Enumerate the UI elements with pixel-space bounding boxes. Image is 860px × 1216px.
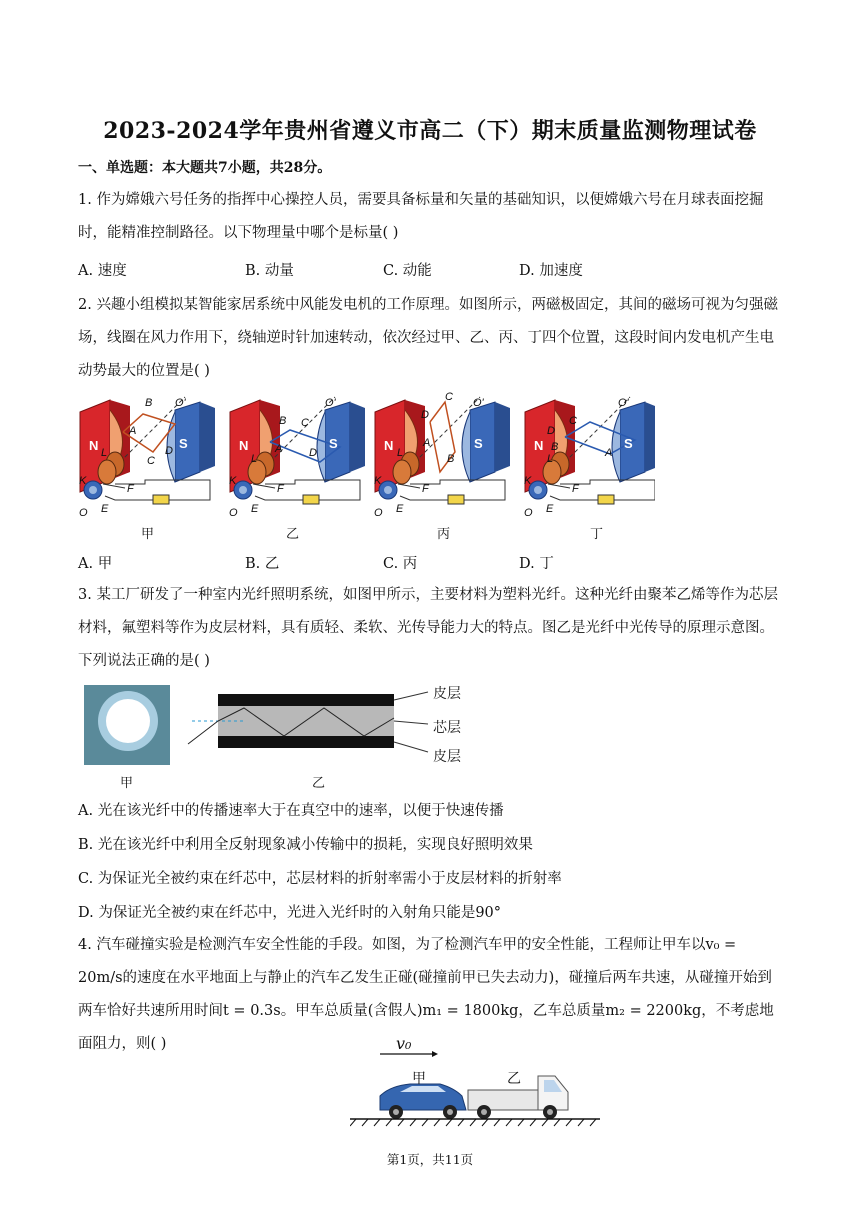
question-3-text: 3. 某工厂研发了一种室内光纤照明系统，如图甲所示，主要材料为塑料光纤。这种光纤由聚苯乙烯等作为芯层材料，氟塑料等作为皮层材料，具有质轻、柔软、光传导能力大的特点。图乙是光纤中光传导的原理示意图。下列说法正确的是( ) <box>78 587 778 669</box>
label-e-4: E <box>546 503 554 515</box>
label-l-1: L <box>101 447 108 459</box>
pole-s-4: S <box>624 436 633 451</box>
label-k-3: K <box>374 475 382 487</box>
label-o-4: O <box>524 507 533 519</box>
q2-option-a: A. 甲 <box>78 556 113 572</box>
label-core: 芯层 <box>433 720 461 736</box>
label-d-3: D <box>421 409 429 421</box>
label-o2-4: O' <box>618 397 629 409</box>
label-o2-1: O' <box>175 397 186 409</box>
fiber-caption-yi: 乙 <box>312 776 326 791</box>
question-2-text: 2. 兴趣小组模拟某智能家居系统中风能发电机的工作原理。如图所示，两磁极固定，其间的磁场可视为匀强磁场，线圈在风力作用下，绕轴逆时针加速转动，依次经过甲、乙、丙、丁四个位置，这段时间内发电机产生电动势最大的位置是( ) <box>78 297 778 379</box>
label-l-4: L <box>547 453 554 465</box>
label-e-2: E <box>251 503 259 515</box>
label-o2-3: O' <box>473 397 484 409</box>
q1-option-b: B. 动量 <box>245 263 294 279</box>
label-car-jia: 甲 <box>412 1071 426 1087</box>
q3-option-b: B. 光在该光纤中利用全反射现象减小传输中的损耗，实现良好照明效果 <box>78 837 533 853</box>
label-d-4: D <box>547 425 555 437</box>
caption-ding: 丁 <box>590 527 604 542</box>
label-e-1: E <box>101 503 109 515</box>
label-b-4: B <box>551 441 559 453</box>
label-k-4: K <box>524 475 532 487</box>
label-a-2: A <box>275 443 283 455</box>
label-l-2: L <box>251 453 258 465</box>
label-f-2: F <box>277 483 284 495</box>
label-cladding-bottom: 皮层 <box>433 749 461 765</box>
label-k-1: K <box>79 475 87 487</box>
label-d-1: D <box>165 445 173 457</box>
label-o-2: O <box>229 507 238 519</box>
caption-jia: 甲 <box>141 527 155 542</box>
label-b-1: B <box>145 397 153 409</box>
q2-option-c: C. 丙 <box>383 556 418 572</box>
q3-option-c: C. 为保证光全被约束在纤芯中，芯层材料的折射率需小于皮层材料的折射率 <box>78 871 562 887</box>
caption-yi: 乙 <box>286 527 300 542</box>
pole-s-1: S <box>179 436 188 451</box>
q3-option-d: D. 为保证光全被约束在纤芯中，光进入光纤时的入射角只能是90° <box>78 905 502 921</box>
pole-n-3: N <box>384 438 394 453</box>
label-a-1: A <box>129 425 137 437</box>
label-o-1: O <box>79 507 88 519</box>
label-f-1: F <box>127 483 134 495</box>
generator-ding <box>525 397 655 504</box>
fiber-photo <box>84 685 170 765</box>
question-1-text: 1. 作为嫦娥六号任务的指挥中心操控人员，需要具备标量和矢量的基础知识，以便嫦娥六号在月球表面挖掘时，能精准控制路径。以下物理量中哪个是标量( ) <box>78 192 764 241</box>
label-f-3: F <box>422 483 429 495</box>
generator-yi <box>230 397 365 504</box>
q1-option-a: A. 速度 <box>78 263 127 279</box>
label-d-2: D <box>309 447 317 459</box>
generator-figure <box>75 392 655 542</box>
label-v0: v₀ <box>396 1034 412 1053</box>
label-c-4: C <box>569 415 577 427</box>
label-f-4: F <box>572 483 579 495</box>
q2-option-b: B. 乙 <box>245 556 280 572</box>
label-o-3: O <box>374 507 383 519</box>
fiber-caption-jia: 甲 <box>120 776 134 791</box>
label-a-4: A <box>605 447 613 459</box>
generator-bing <box>375 397 510 504</box>
label-a-3: A <box>423 437 431 449</box>
label-cladding-top: 皮层 <box>433 686 461 702</box>
pole-n-1: N <box>89 438 99 453</box>
page-footer: 第1页，共11页 <box>386 1152 474 1167</box>
q1-option-c: C. 动能 <box>383 263 432 279</box>
fiber-diagram <box>184 684 474 764</box>
label-o2-2: O' <box>325 397 336 409</box>
pole-n-2: N <box>239 438 249 453</box>
label-l-3: L <box>397 447 404 459</box>
label-k-2: K <box>229 475 237 487</box>
section-heading: 一、单选题：本大题共7小题，共28分。 <box>78 160 332 176</box>
q2-option-d: D. 丁 <box>519 556 554 572</box>
q3-option-a: A. 光在该光纤中的传播速率大于在真空中的速率，以便于快速传播 <box>78 803 504 819</box>
label-b-3: B <box>447 453 455 465</box>
label-car-yi: 乙 <box>507 1071 521 1087</box>
page-title: 2023-2024学年贵州省遵义市高二（下）期末质量监测物理试卷 <box>103 118 757 144</box>
car-collision-figure <box>350 1030 600 1128</box>
label-e-3: E <box>396 503 404 515</box>
pole-s-3: S <box>474 436 483 451</box>
pole-s-2: S <box>329 436 338 451</box>
label-c-3: C <box>445 392 453 403</box>
label-b-2: B <box>279 415 287 427</box>
caption-bing: 丙 <box>437 527 451 542</box>
pole-n-4: N <box>534 438 544 453</box>
label-c-2: C <box>301 417 309 429</box>
q1-option-d: D. 加速度 <box>519 263 583 279</box>
label-c-1: C <box>147 455 155 467</box>
question-4-text: 4. 汽车碰撞实验是检测汽车安全性能的手段。如图，为了检测汽车甲的安全性能，工程师让甲车以v₀ = 20m/s的速度在水平地面上与静止的汽车乙发生正碰(碰撞前甲已失去动力)，碰撞后两车共速，从碰撞开始到两车恰好共速所用时间t = 0.3s。甲车总质量(含假人)m₁ = 1800kg，乙车总质量m₂ = 2200kg，不考虑地面阻力，则( ) <box>78 937 774 1052</box>
